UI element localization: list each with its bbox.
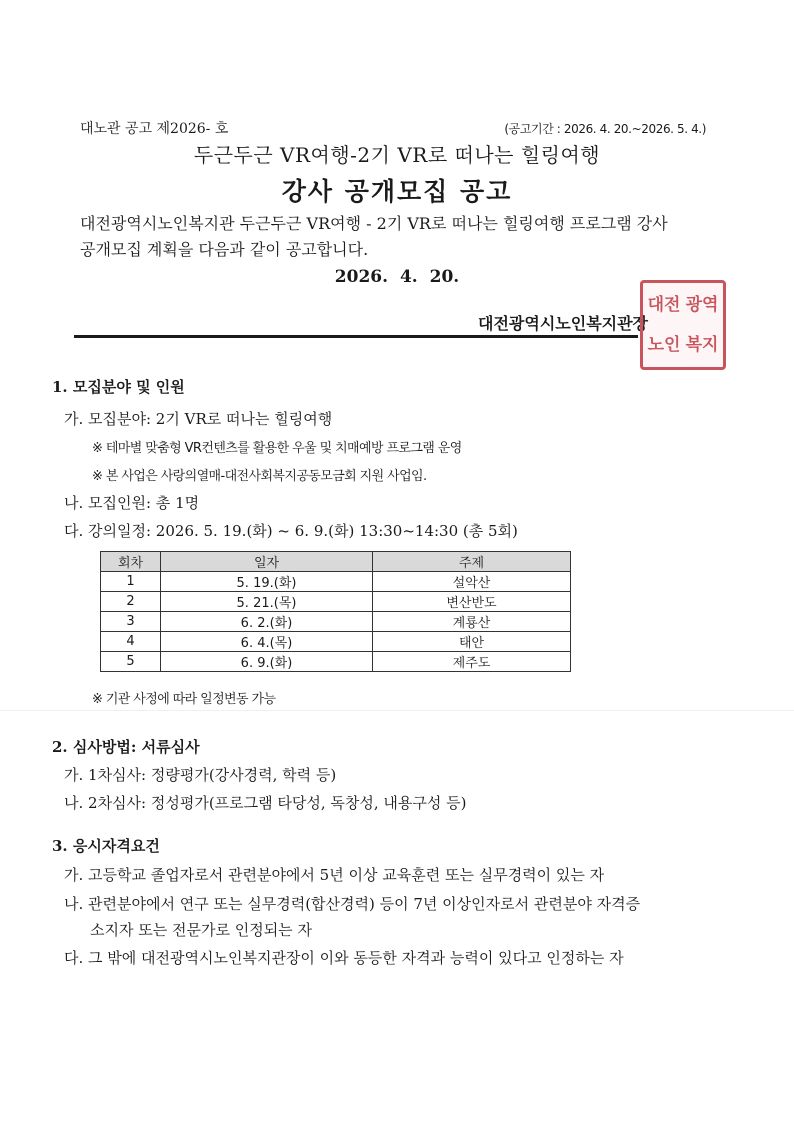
seal-char: 대전 bbox=[647, 294, 681, 315]
table-cell: 6. 2.(화) bbox=[161, 612, 373, 632]
section3-item2-line1: 나. 관련분야에서 연구 또는 실무경력(합산경력) 등이 7년 이상인자로서 관련분야 자격증 bbox=[64, 895, 641, 913]
section2-item2: 나. 2차심사: 정성평가(프로그램 타당성, 독창성, 내용구성 등) bbox=[64, 794, 467, 812]
program-title: 두근두근 VR여행-2기 VR로 떠나는 힐링여행 bbox=[193, 143, 601, 167]
table-cell: 6. 9.(화) bbox=[161, 652, 373, 672]
scan-artifact-line bbox=[0, 710, 794, 711]
seal-char: 노인 bbox=[647, 334, 681, 355]
header-divider bbox=[74, 335, 638, 338]
intro-text-line1: 대전광역시노인복지관 두근두근 VR여행 - 2기 VR로 떠나는 힐링여행 프로그램 강사 bbox=[80, 214, 668, 233]
section3-item2-line2: 소지자 또는 전문가로 인정되는 자 bbox=[90, 921, 312, 939]
official-seal-stamp bbox=[640, 280, 726, 370]
table-cell: 변산반도 bbox=[373, 592, 571, 612]
section1-count: 나. 모집인원: 총 1명 bbox=[64, 494, 200, 512]
table-cell: 5. 19.(화) bbox=[161, 572, 373, 592]
issuer-name: 대전광역시노인복지관장 bbox=[478, 314, 649, 333]
table-cell: 1 bbox=[101, 572, 161, 592]
table-header-cell: 회차 bbox=[101, 552, 161, 572]
table-cell: 제주도 bbox=[373, 652, 571, 672]
seal-char: 복지 bbox=[685, 334, 719, 355]
table-cell: 2 bbox=[101, 592, 161, 612]
table-cell: 계룡산 bbox=[373, 612, 571, 632]
table-row bbox=[101, 572, 571, 592]
lecture-schedule-table bbox=[100, 551, 571, 672]
table-cell: 설악산 bbox=[373, 572, 571, 592]
section1-heading: 1. 모집분야 및 인원 bbox=[52, 378, 185, 396]
table-cell: 4 bbox=[101, 632, 161, 652]
table-cell: 3 bbox=[101, 612, 161, 632]
table-row bbox=[101, 592, 571, 612]
table-row bbox=[101, 632, 571, 652]
section3-heading: 3. 응시자격요건 bbox=[52, 837, 160, 855]
section1-note1: ※ 테마별 맞춤형 VR컨텐츠를 활용한 우울 및 치매예방 프로그램 운영 bbox=[92, 441, 462, 456]
table-cell: 태안 bbox=[373, 632, 571, 652]
section2-heading: 2. 심사방법: 서류심사 bbox=[52, 738, 200, 756]
table-cell: 5. 21.(목) bbox=[161, 592, 373, 612]
table-cell: 6. 4.(목) bbox=[161, 632, 373, 652]
table-header-cell: 일자 bbox=[161, 552, 373, 572]
intro-text-line2: 공개모집 계획을 다음과 같이 공고합니다. bbox=[80, 240, 369, 259]
section1-schedule-title: 다. 강의일정: 2026. 5. 19.(화) ~ 6. 9.(화) 13:30~14:30 (총 5회) bbox=[64, 522, 518, 540]
table-row bbox=[101, 612, 571, 632]
section3-item3: 다. 그 밖에 대전광역시노인복지관장이 이와 동등한 자격과 능력이 있다고 인정하는 자 bbox=[64, 949, 624, 967]
notice-title: 강사 공개모집 공고 bbox=[281, 177, 513, 206]
notice-date: 2026. 4. 20. bbox=[334, 267, 460, 287]
section2-item1: 가. 1차심사: 정량평가(강사경력, 학력 등) bbox=[64, 766, 337, 784]
section1-field: 가. 모집분야: 2기 VR로 떠나는 힐링여행 bbox=[64, 410, 333, 428]
table-cell: 5 bbox=[101, 652, 161, 672]
document-number: 대노관 공고 제2026- 호 bbox=[80, 121, 229, 137]
table-header-cell: 주제 bbox=[373, 552, 571, 572]
table-row bbox=[101, 652, 571, 672]
section3-item1: 가. 고등학교 졸업자로서 관련분야에서 5년 이상 교육훈련 또는 실무경력이 있는 자 bbox=[64, 866, 605, 884]
table-note: ※ 기관 사정에 따라 일정변동 가능 bbox=[92, 692, 276, 707]
section1-note2: ※ 본 사업은 사랑의열매-대전사회복지공동모금회 지원 사업임. bbox=[92, 469, 427, 484]
seal-char: 광역 bbox=[685, 294, 719, 315]
notice-period: (공고기간 : 2026. 4. 20.~2026. 5. 4.) bbox=[504, 122, 706, 136]
table-header-row bbox=[101, 552, 571, 572]
